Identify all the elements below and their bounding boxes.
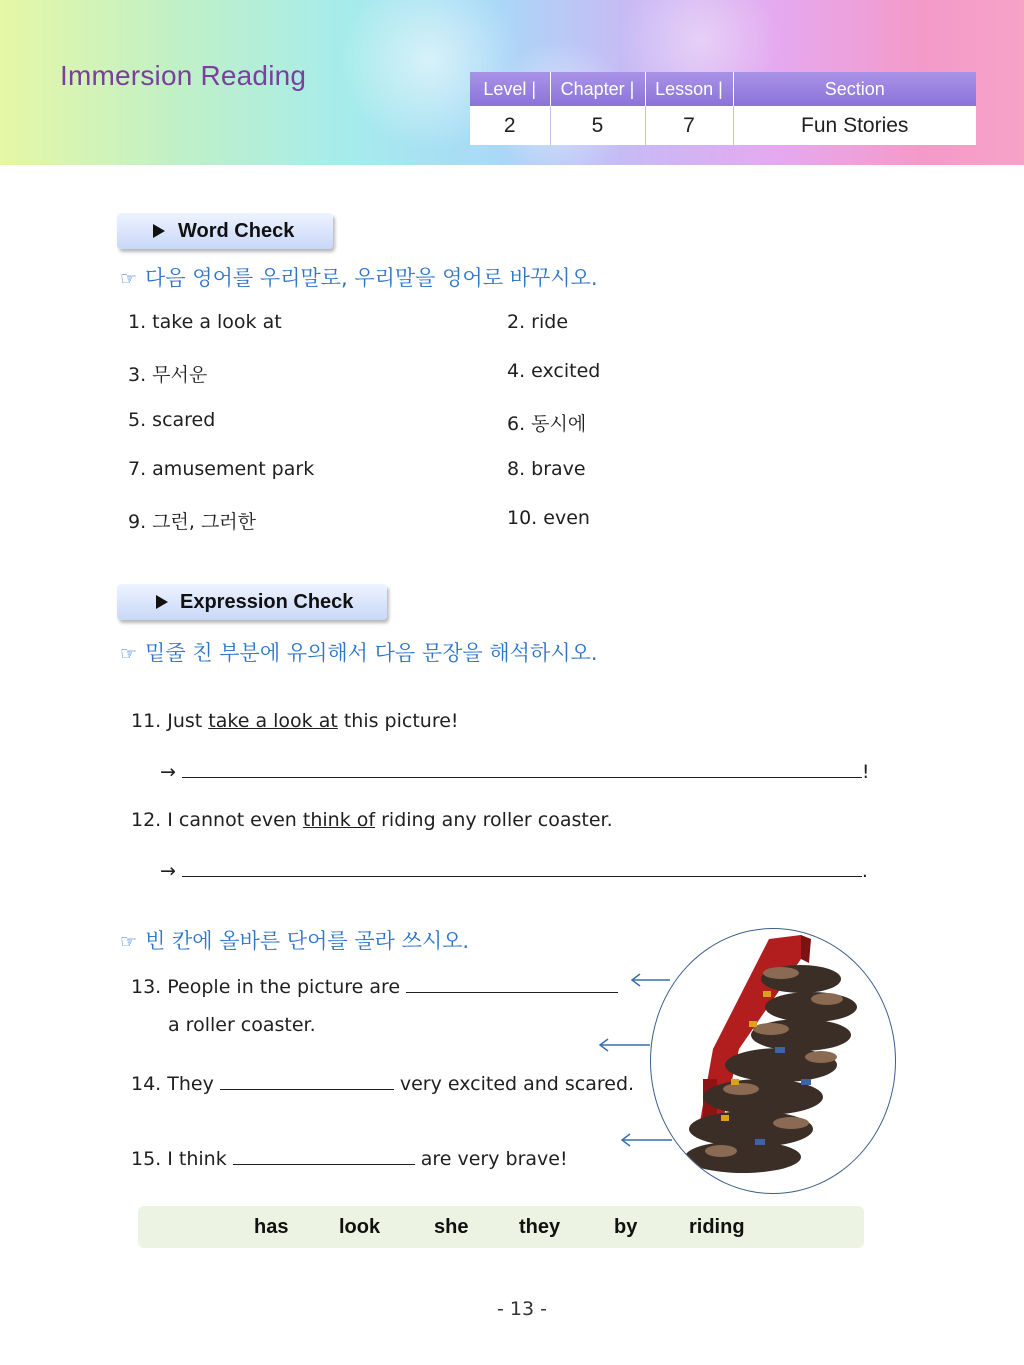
lesson-info-table (470, 72, 976, 145)
level-header: Level | (470, 72, 550, 106)
right-arrow-icon: → (160, 761, 176, 783)
lesson-value: 7 (645, 106, 733, 145)
pointing-hand-icon: ☞ (120, 268, 138, 290)
right-arrow-icon: → (160, 860, 176, 882)
underlined-phrase: think of (302, 809, 376, 831)
header-banner (0, 0, 1024, 165)
answer-line-11[interactable]: → ! (160, 761, 870, 783)
word-item-6: 6. 동시에 (507, 413, 587, 435)
word-item-2: 2. ride (507, 311, 569, 333)
question-12: 12. I cannot even think of riding any roller coaster. (131, 809, 613, 831)
word-item-1: 1. take a look at (128, 311, 282, 333)
blank-13[interactable] (406, 977, 618, 993)
section-header: Section (733, 72, 976, 106)
section-value: Fun Stories (733, 106, 976, 145)
question-15: 15. I think are very brave! (131, 1148, 568, 1170)
answer-line-12[interactable]: → . (160, 860, 868, 882)
word-item-9: 9. 그런, 그러한 (128, 511, 257, 533)
lesson-header: Lesson | (645, 72, 733, 106)
chapter-header: Chapter | (550, 72, 645, 106)
blank-14[interactable] (220, 1074, 394, 1090)
word-item-3: 3. 무서운 (128, 364, 208, 386)
chapter-value: 5 (550, 106, 645, 145)
expression-check-instruction: ☞ 밑줄 친 부분에 유의해서 다음 문장을 해석하시오. (120, 641, 598, 665)
answer-blank-11[interactable] (182, 760, 862, 778)
roller-coaster-photo (650, 928, 896, 1194)
left-arrow-icon (618, 1132, 674, 1148)
word-bank-item: riding (689, 1216, 745, 1238)
left-arrow-icon (628, 972, 672, 988)
word-bank-item: they (519, 1216, 561, 1238)
word-check-tag: Word Check (117, 213, 333, 249)
pointing-hand-icon: ☞ (120, 643, 138, 665)
word-item-10: 10. even (507, 507, 590, 529)
fill-blanks-instruction: ☞ 빈 칸에 올바른 단어를 골라 쓰시오. (120, 929, 470, 953)
word-bank-item: by (614, 1216, 638, 1238)
left-arrow-icon (596, 1037, 652, 1053)
question-13: 13. People in the picture are (131, 976, 624, 998)
level-value: 2 (470, 106, 550, 145)
question-11: 11. Just take a look at this picture! (131, 710, 459, 732)
word-bank-item: has (254, 1216, 289, 1238)
word-check-instruction: ☞ 다음 영어를 우리말로, 우리말을 영어로 바꾸시오. (120, 266, 598, 290)
word-bank (138, 1206, 864, 1248)
page-number: - 13 - (497, 1298, 547, 1320)
question-13-continued: a roller coaster. (168, 1014, 316, 1036)
word-bank-item: look (339, 1216, 381, 1238)
expression-check-tag: Expression Check (117, 584, 387, 620)
word-item-4: 4. excited (507, 360, 601, 382)
answer-blank-12[interactable] (182, 859, 862, 877)
triangle-right-icon (153, 224, 165, 238)
blank-15[interactable] (233, 1149, 415, 1165)
word-item-8: 8. brave (507, 458, 586, 480)
underlined-phrase: take a look at (208, 710, 338, 732)
question-14: 14. They very excited and scared. (131, 1073, 635, 1095)
word-item-5: 5. scared (128, 409, 216, 431)
pointing-hand-icon: ☞ (120, 931, 138, 953)
word-bank-item: she (434, 1216, 469, 1238)
triangle-right-icon (156, 595, 168, 609)
word-item-7: 7. amusement park (128, 458, 315, 480)
header-title: Immersion Reading (60, 60, 307, 91)
